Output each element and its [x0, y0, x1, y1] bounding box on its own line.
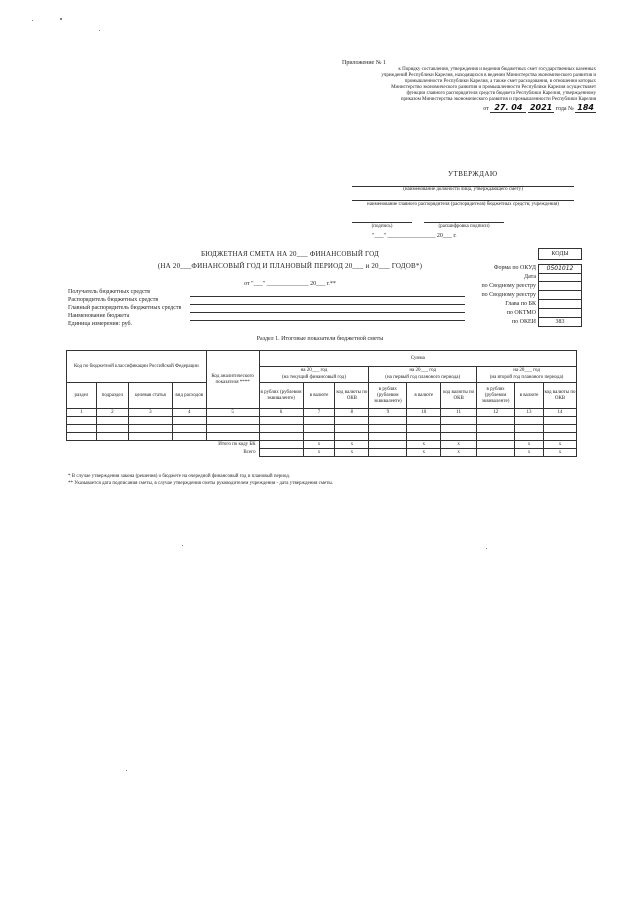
kbk-col-header: целевая статья: [128, 383, 172, 409]
year-label: на 20___ год: [477, 367, 577, 375]
x-mark: x: [407, 441, 441, 449]
scan-speck: [32, 20, 33, 21]
info-label: Главный распорядитель бюджетных средств: [68, 305, 182, 311]
appendix-line: учреждений Республики Карелия, находящихся в ведении Министерства экономического развития и: [381, 73, 596, 78]
col-number: 8: [335, 409, 369, 417]
col-number: 1: [67, 409, 97, 417]
appendix-line: Министерство экономического развития и промышленности Республики Карелия осуществляет: [391, 85, 596, 90]
total-label: Всего: [67, 449, 260, 457]
section-title: Раздел 1. Итоговые показатели бюджетной сметы: [256, 336, 384, 342]
approve-date: "___" ________________ 20___ г.: [372, 233, 457, 239]
info-label: Получатель бюджетных средств: [68, 289, 151, 295]
scan-speck: [126, 770, 127, 771]
order-number: 184: [577, 103, 594, 112]
column-numbers-row: [67, 409, 577, 417]
scan-speck: [99, 30, 100, 31]
code-value: [538, 273, 582, 282]
total-row: [67, 449, 577, 457]
x-mark: x: [335, 449, 369, 457]
order-date: 27. 04: [490, 103, 526, 113]
approve-caption-sign: (подпись): [371, 224, 393, 229]
x-mark: x: [303, 449, 335, 457]
x-mark: x: [335, 441, 369, 449]
x-mark: x: [303, 441, 335, 449]
col-number: 6: [259, 409, 303, 417]
code-value: [538, 291, 582, 300]
sub-col-header: код валюты по ОКВ: [544, 383, 577, 409]
table-row: [67, 417, 577, 425]
year-sub: (на первый год планового периода): [369, 375, 477, 383]
analytic-header: Код аналитического показателя ****: [206, 351, 259, 409]
code-label: Форма по ОКУД: [493, 265, 536, 271]
estimate-date: от "___" ______________ 20___ г.**: [244, 281, 336, 287]
col-number: 2: [96, 409, 128, 417]
code-row: [460, 273, 580, 282]
col-number: 3: [128, 409, 172, 417]
sub-col-header: в валюте: [407, 383, 441, 409]
x-mark: x: [441, 449, 477, 457]
info-label: Единица измерения: руб.: [68, 321, 133, 327]
footnote: * В случае утверждения закона (решения) о бюджете на очередной финансовый год и плановый период.: [68, 474, 291, 479]
code-label: Дата: [524, 274, 536, 280]
x-mark: x: [515, 441, 544, 449]
col-number: 4: [172, 409, 206, 417]
kbk-col-header: вид расходов: [172, 383, 206, 409]
x-mark: x: [544, 441, 577, 449]
appendix-line: к Порядку составления, утверждения и ведения бюджетных смет государственных казенных: [398, 67, 596, 72]
approve-caption-name: (расшифровка подписи): [438, 224, 490, 229]
col-number: 5: [206, 409, 259, 417]
code-value: [538, 300, 582, 309]
col-number: 9: [369, 409, 407, 417]
year-label: на 20___ год: [369, 367, 477, 375]
fill-line: [190, 296, 465, 297]
code-label: по Сводному реестру: [481, 292, 536, 298]
col-number: 14: [544, 409, 577, 417]
code-label: по ОКЕИ: [511, 319, 536, 325]
code-label: по Сводному реестру: [481, 283, 536, 289]
kbk-col-header: раздел: [67, 383, 97, 409]
scan-speck: [182, 545, 183, 546]
total-bk-row: [67, 441, 577, 449]
sub-col-header: в рублях (рублевом эквиваленте): [259, 383, 303, 409]
code-label: Глава по БК: [505, 301, 536, 307]
sub-col-header: в рублях (рублевом эквиваленте): [369, 383, 407, 409]
appendix-line: приказом Министерства экономического развития и промышленности Республики Карелия: [400, 97, 596, 102]
estimate-subtitle: (НА 20___ФИНАНСОВЫЙ ГОД И ПЛАНОВЫЙ ПЕРИОД 20___ и 20___ ГОДОВ*): [157, 262, 423, 270]
scan-speck: [60, 18, 62, 20]
order-mid: года №: [555, 106, 574, 112]
footnote: ** Указывается дата подписания сметы, в случае утверждения сметы руководителем учреждения - дата утверждения сметы.: [68, 481, 334, 486]
col-number: 11: [441, 409, 477, 417]
approve-caption-org: наименование главного распорядителя (распорядителя) бюджетных средств; учреждения): [367, 202, 559, 207]
appendix-line: функции главного распорядителя средств бюджета Республики Карелия, утвержденному: [406, 91, 596, 96]
kbk-col-header: подраздел: [96, 383, 128, 409]
code-row: [460, 300, 580, 309]
code-value: 0501012: [538, 264, 582, 274]
appendix-line: промышленности Республики Карелия, а также смет расходования, в отношении которых: [404, 79, 596, 84]
fill-line: [190, 304, 465, 305]
kbk-header: Код по бюджетной классификации Российской Федерации: [67, 351, 207, 383]
code-value: [538, 282, 582, 291]
x-mark: x: [441, 441, 477, 449]
code-value: [538, 309, 582, 318]
x-mark: x: [544, 449, 577, 457]
total-bk-label: Итого по коду БК: [67, 441, 260, 449]
approve-caption-position: (наименование должности лица, утверждающего смету): [403, 187, 523, 192]
order-year: 2021: [529, 103, 553, 112]
order-line: [300, 104, 596, 113]
signature-line: [352, 200, 574, 201]
col-number: 13: [515, 409, 544, 417]
x-mark: x: [515, 449, 544, 457]
sub-col-header: в валюте: [303, 383, 335, 409]
order-prefix: от: [483, 106, 489, 112]
sub-col-header: код валюты по ОКВ: [441, 383, 477, 409]
col-number: 7: [303, 409, 335, 417]
x-mark: x: [407, 449, 441, 457]
year-sub: (на второй год планового периода): [477, 375, 577, 383]
info-label: Распорядитель бюджетных средств: [68, 297, 159, 303]
year-label: на 20___ год: [259, 367, 369, 375]
fill-line: [190, 320, 465, 321]
sub-col-header: в рублях (рублевом эквиваленте): [477, 383, 515, 409]
code-label: по ОКТМО: [506, 310, 536, 316]
table-row: [67, 425, 577, 433]
code-value: 383: [538, 318, 582, 327]
col-number: 10: [407, 409, 441, 417]
code-row: [460, 282, 580, 291]
sub-col-header: в валюте: [515, 383, 544, 409]
appendix-block: [300, 60, 598, 113]
estimate-table: [66, 350, 577, 457]
sum-header: Сумма: [259, 351, 576, 367]
sub-col-header: код валюты по ОКВ: [335, 383, 369, 409]
approve-heading: УТВЕРЖДАЮ: [448, 170, 498, 178]
table-row: [67, 433, 577, 441]
codes-header: КОДЫ: [538, 248, 582, 260]
estimate-title: БЮДЖЕТНАЯ СМЕТА НА 20___ ФИНАНСОВЫЙ ГОД: [200, 250, 380, 258]
year-sub: (на текущий финансовый год): [259, 375, 369, 383]
signature-line: [424, 222, 504, 223]
appendix-title: Приложение № 1: [342, 60, 386, 66]
code-row: [460, 309, 580, 318]
info-label: Наименование бюджета: [68, 313, 130, 319]
code-row: [460, 318, 580, 327]
col-number: 12: [477, 409, 515, 417]
scan-speck: [486, 548, 487, 549]
code-row: [460, 291, 580, 300]
code-row: [460, 264, 580, 273]
signature-line: [352, 222, 412, 223]
fill-line: [190, 312, 465, 313]
